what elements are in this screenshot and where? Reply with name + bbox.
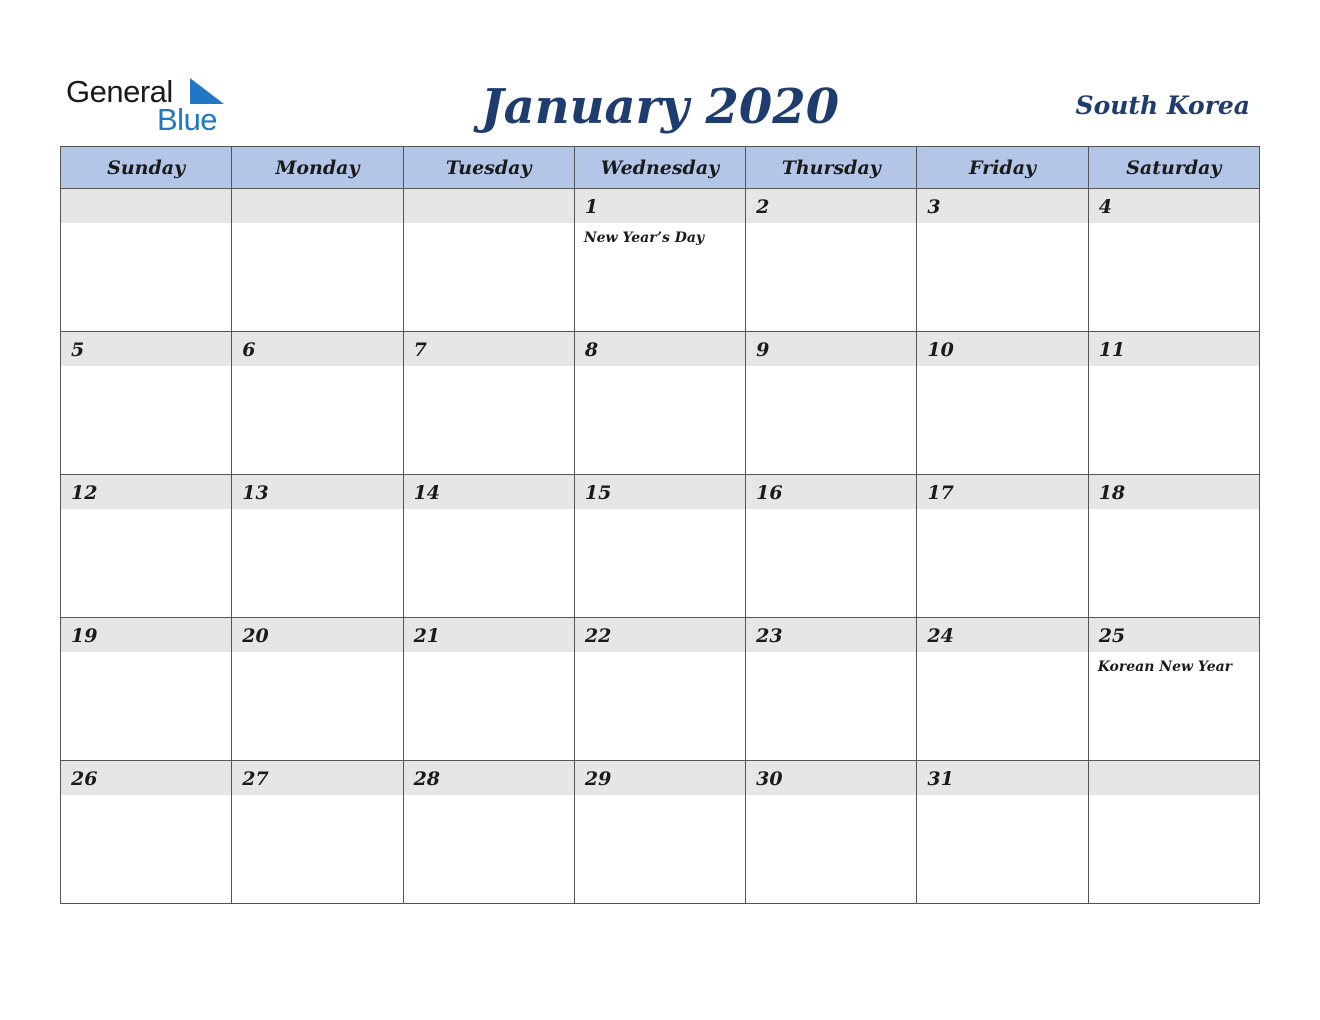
day-number-bar — [1089, 618, 1259, 652]
day-cell — [232, 761, 403, 904]
day-cell — [746, 618, 917, 761]
day-number: 30 — [756, 768, 783, 790]
day-number-bar — [404, 475, 574, 509]
day-cell — [746, 475, 917, 618]
day-number: 12 — [71, 482, 98, 504]
day-number-bar — [404, 618, 574, 652]
day-number: 26 — [71, 768, 98, 790]
day-number: 3 — [927, 196, 941, 218]
day-number-bar — [404, 761, 574, 795]
day-number-bar — [746, 475, 916, 509]
day-number-bar — [61, 332, 231, 366]
day-cell — [574, 618, 745, 761]
day-number: 5 — [71, 339, 85, 361]
day-number: 4 — [1098, 196, 1112, 218]
country-label: South Korea — [1075, 91, 1250, 120]
day-number-bar — [575, 761, 745, 795]
day-number: 19 — [71, 625, 98, 647]
day-number-bar — [1089, 332, 1259, 366]
day-cell — [232, 618, 403, 761]
day-cell — [1088, 618, 1259, 761]
logo-general-text: General — [66, 74, 173, 109]
day-number-bar — [61, 475, 231, 509]
day-cell — [232, 332, 403, 475]
logo-triangle-icon — [190, 78, 224, 104]
calendar-title: January 2020 — [480, 79, 840, 135]
day-number-bar — [404, 189, 574, 223]
weekday-header: Tuesday — [403, 147, 574, 189]
day-number-bar — [575, 332, 745, 366]
day-number: 10 — [927, 339, 954, 361]
day-number-bar — [61, 189, 231, 223]
weekday-header: Monday — [232, 147, 403, 189]
day-number: 24 — [927, 625, 954, 647]
day-number-bar — [1089, 189, 1259, 223]
weekday-header: Wednesday — [574, 147, 745, 189]
day-cell — [574, 475, 745, 618]
day-cell — [574, 189, 745, 332]
day-cell — [61, 189, 232, 332]
day-number: 21 — [413, 625, 441, 647]
day-cell — [917, 618, 1088, 761]
day-number-bar — [232, 761, 402, 795]
day-cell — [1088, 475, 1259, 618]
day-number-bar — [232, 189, 402, 223]
day-number: 28 — [413, 768, 441, 790]
day-number-bar — [575, 618, 745, 652]
day-number-bar — [232, 618, 402, 652]
day-number: 6 — [242, 339, 256, 361]
day-number-bar — [61, 618, 231, 652]
weekday-header: Sunday — [61, 147, 232, 189]
day-number: 2 — [756, 196, 770, 218]
day-cell — [61, 332, 232, 475]
day-number: 13 — [242, 482, 269, 504]
day-number: 17 — [927, 482, 954, 504]
day-number-bar — [232, 475, 402, 509]
week-row — [61, 189, 1260, 332]
day-number: 18 — [1098, 482, 1126, 504]
day-cell — [917, 332, 1088, 475]
day-number-bar — [917, 618, 1087, 652]
day-cell — [1088, 332, 1259, 475]
day-number-bar — [575, 189, 745, 223]
day-number-bar — [1089, 761, 1259, 795]
day-cell — [574, 761, 745, 904]
weekday-header-row — [61, 147, 1260, 189]
day-cell — [574, 332, 745, 475]
day-cell — [403, 332, 574, 475]
day-number: 25 — [1098, 625, 1126, 647]
day-cell — [746, 761, 917, 904]
day-number: 22 — [584, 625, 612, 647]
day-number: 23 — [756, 625, 783, 647]
week-row — [61, 761, 1260, 904]
day-number: 8 — [584, 339, 599, 361]
day-cell — [403, 475, 574, 618]
calendar-grid — [60, 146, 1260, 904]
day-number: 14 — [413, 482, 441, 504]
week-row — [61, 332, 1260, 475]
day-number-bar — [232, 332, 402, 366]
day-number-bar — [917, 189, 1087, 223]
day-number-bar — [746, 618, 916, 652]
day-cell — [61, 761, 232, 904]
weekday-header: Saturday — [1088, 147, 1259, 189]
logo-blue-text: Blue — [157, 102, 218, 137]
day-cell — [1088, 189, 1259, 332]
day-number: 16 — [756, 482, 783, 504]
day-number-bar — [917, 475, 1087, 509]
week-row — [61, 618, 1260, 761]
day-number-bar — [746, 761, 916, 795]
day-number-bar — [575, 475, 745, 509]
day-number: 11 — [1098, 339, 1126, 361]
day-number-bar — [746, 332, 916, 366]
day-cell — [403, 761, 574, 904]
day-number-bar — [1089, 475, 1259, 509]
day-number: 9 — [756, 339, 770, 361]
day-cell — [746, 189, 917, 332]
day-cell — [232, 189, 403, 332]
day-cell — [61, 618, 232, 761]
day-number: 27 — [242, 768, 269, 790]
day-number: 1 — [584, 196, 599, 218]
day-cell — [403, 618, 574, 761]
day-number-bar — [746, 189, 916, 223]
day-cell — [61, 475, 232, 618]
holiday-label: Korean New Year — [1097, 659, 1233, 675]
day-number-bar — [404, 332, 574, 366]
generalblue-logo — [66, 74, 236, 138]
day-number-bar — [917, 761, 1087, 795]
day-number: 20 — [242, 625, 269, 647]
day-number: 7 — [413, 339, 427, 361]
day-number-bar — [917, 332, 1087, 366]
day-cell — [1088, 761, 1259, 904]
day-cell — [232, 475, 403, 618]
day-cell — [917, 761, 1088, 904]
day-cell — [403, 189, 574, 332]
day-number-bar — [61, 761, 231, 795]
weekday-header: Friday — [917, 147, 1088, 189]
day-number: 15 — [584, 482, 612, 504]
day-cell — [917, 189, 1088, 332]
day-cell — [917, 475, 1088, 618]
weekday-header: Thursday — [746, 147, 917, 189]
holiday-label: New Year’s Day — [583, 230, 705, 246]
day-number: 29 — [584, 768, 612, 790]
day-cell — [746, 332, 917, 475]
day-number: 31 — [927, 768, 954, 790]
week-row — [61, 475, 1260, 618]
